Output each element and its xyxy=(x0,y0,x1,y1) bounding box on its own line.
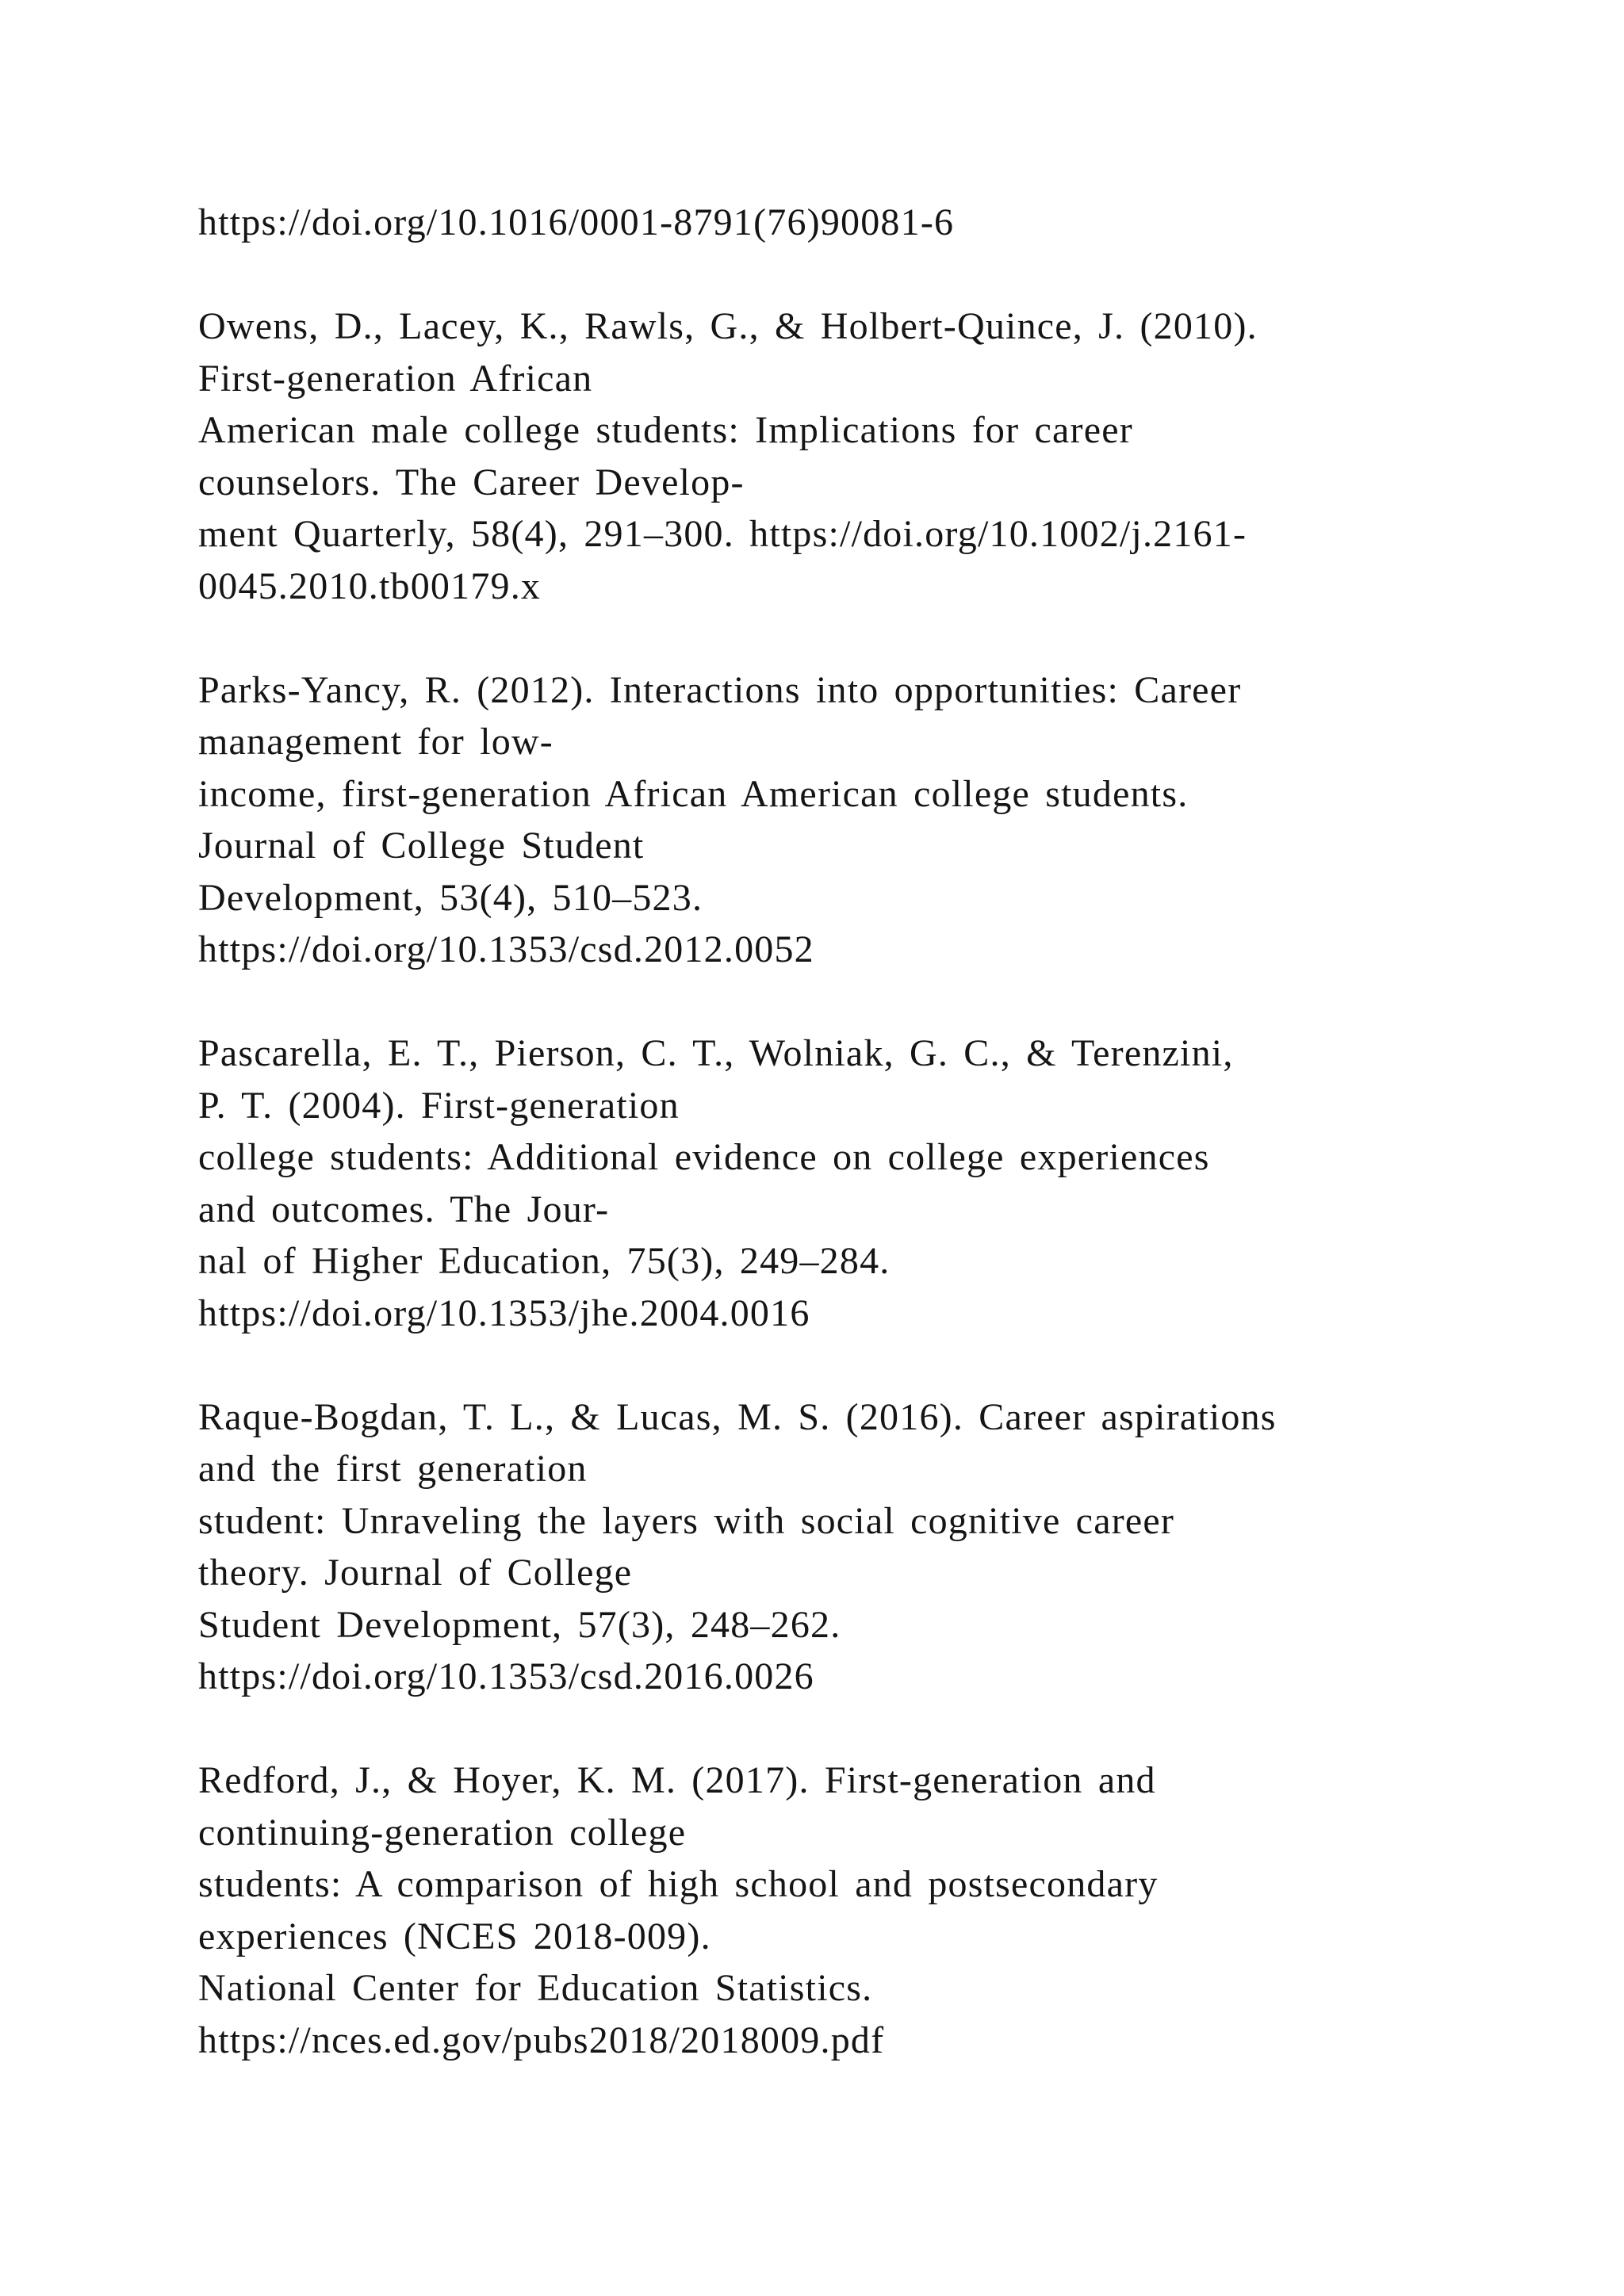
reference-line: Journal of College Student xyxy=(198,825,645,867)
reference-line: continuing-generation college xyxy=(198,1811,687,1854)
reference-line: management for low- xyxy=(198,721,553,763)
reference-line: college students: Additional evidence on college experiences xyxy=(198,1136,1210,1178)
reference-line: American male college students: Implications for career xyxy=(198,409,1133,451)
reference-line: https://doi.org/10.1016/0001-8791(76)90081-6 xyxy=(198,201,955,243)
reference-line: Raque-Bogdan, T. L., & Lucas, M. S. (2016). Career aspirations xyxy=(198,1395,1277,1438)
reference-line: https://doi.org/10.1353/jhe.2004.0016 xyxy=(198,1292,810,1334)
reference-entry-raque-bogdan-2016 xyxy=(198,1391,1546,1703)
reference-entry-owens-2010 xyxy=(198,300,1546,612)
reference-line: https://doi.org/10.1353/csd.2016.0026 xyxy=(198,1655,814,1697)
reference-line: Pascarella, E. T., Pierson, C. T., Wolniak, G. C., & Terenzini, xyxy=(198,1032,1234,1074)
reference-line: 0045.2010.tb00179.x xyxy=(198,564,542,607)
reference-line: https://nces.ed.gov/pubs2018/2018009.pdf xyxy=(198,2019,885,2061)
reference-line: student: Unraveling the layers with social cognitive career xyxy=(198,1499,1175,1542)
reference-line: National Center for Education Statistics. xyxy=(198,1967,873,2009)
reference-entry-redford-2017 xyxy=(198,1755,1546,2066)
reference-entry-parks-yancy-2012 xyxy=(198,664,1546,976)
reference-line: nal of Higher Education, 75(3), 249–284. xyxy=(198,1240,891,1282)
reference-line: ment Quarterly, 58(4), 291–300. https://doi.org/10.1002/j.2161- xyxy=(198,513,1247,555)
reference-continuation xyxy=(198,197,1546,249)
reference-line: and outcomes. The Jour- xyxy=(198,1188,610,1230)
reference-line: and the first generation xyxy=(198,1448,588,1490)
reference-line: Redford, J., & Hoyer, K. M. (2017). First-generation and xyxy=(198,1759,1156,1801)
reference-line: Development, 53(4), 510–523. xyxy=(198,876,703,919)
reference-line: students: A comparison of high school and postsecondary xyxy=(198,1863,1159,1905)
reference-list xyxy=(198,197,1546,2118)
reference-line: Student Development, 57(3), 248–262. xyxy=(198,1603,841,1646)
reference-line: theory. Journal of College xyxy=(198,1552,633,1594)
reference-line: counselors. The Career Develop- xyxy=(198,461,745,503)
reference-line: P. T. (2004). First-generation xyxy=(198,1084,680,1127)
reference-line: Parks-Yancy, R. (2012). Interactions into opportunities: Career xyxy=(198,668,1242,711)
reference-line: First-generation African xyxy=(198,357,593,400)
reference-line: experiences (NCES 2018-009). xyxy=(198,1915,711,1957)
reference-line: https://doi.org/10.1353/csd.2012.0052 xyxy=(198,928,814,970)
reference-entry-pascarella-2004 xyxy=(198,1027,1546,1339)
reference-line: Owens, D., Lacey, K., Rawls, G., & Holbert-Quince, J. (2010). xyxy=(198,305,1258,347)
reference-line: income, first-generation African American college students. xyxy=(198,772,1189,815)
